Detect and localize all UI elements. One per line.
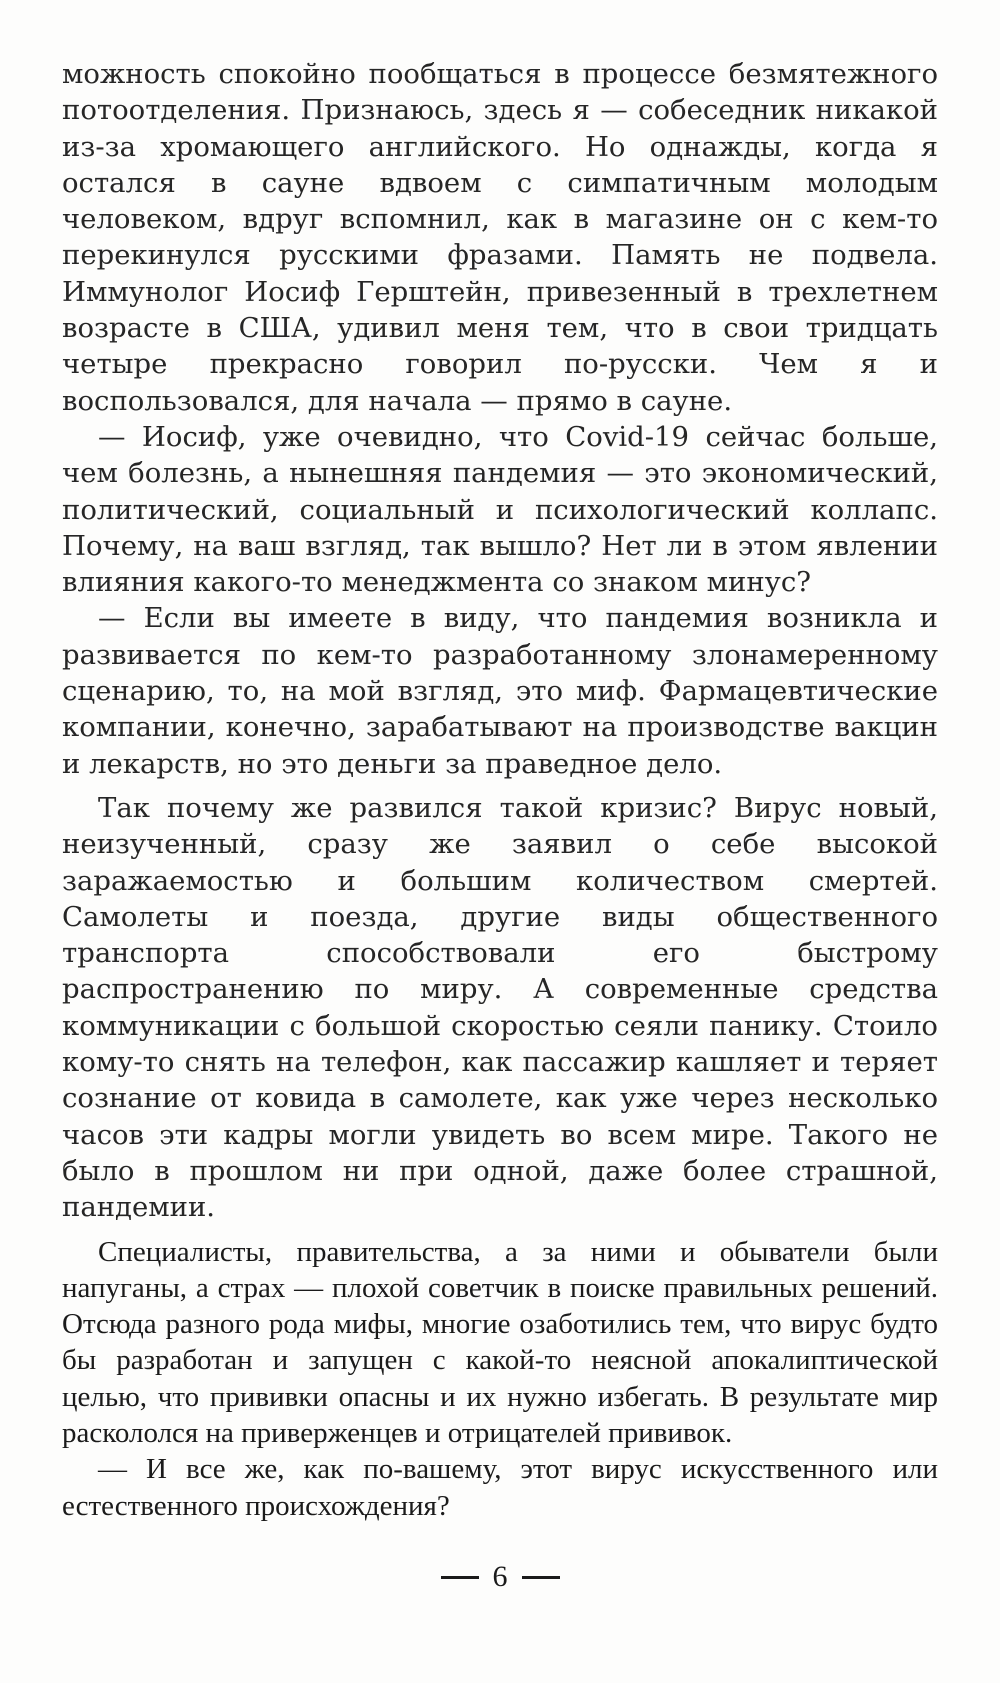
page-number: 6 <box>492 1560 508 1594</box>
paragraph-4: Так почему же развился такой кризис? Вирус новый, неизученный, сразу же заявил о себе высокой заражаемостью и большим количеством смертей. Самолеты и поезда, другие виды общественного транспорта способствовали его быстрому распространению по миру. А современные средства коммуникации с большой скоростью сеяли панику. Стоило кому-то снять на телефон, как пассажир кашляет и теряет сознание от ковида в самолете, как уже через несколько часов эти кадры могли увидеть во всем мире. Такого не было в прошлом ни при одной, даже более страшной, пандемии. <box>62 791 938 1224</box>
paragraph-5: Специалисты, правительства, а за ними и обыватели были напуганы, а страх — плохой советчик в поиске правильных решений. Отсюда разного рода мифы, многие озаботились тем, что вирус будто бы разработан и запущен с какой-то неясной апокалиптической целью, что прививки опасны и их нужно избегать. В результате мир раскололся на приверженцев и отрицателей прививок. <box>62 1235 938 1449</box>
paragraph-3: — Если вы имеете в виду, что пандемия возникла и развивается по кем-то разработанному злонамеренному сценарию, то, на мой взгляд, это миф. Фармацевтические компании, конечно, зарабатывают на производстве вакцин и лекарств, но это деньги за праведное дело. <box>62 602 938 780</box>
page-number-footer <box>0 1558 1000 1594</box>
body-text <box>62 56 938 1524</box>
paragraph-1: можность спокойно пообщаться в процессе безмятежного потоотделения. Признаюсь, здесь я — собеседник никакой из-за хромающего английского. Но однажды, когда я остался в сауне вдвоем с симпатичным молодым человеком, вдруг вспомнил, как в магазине он с кем-то перекинулся русскими фразами. Память не подвела. Иммунолог Иосиф Герштейн, привезенный в трехлетнем возрасте в США, удивил меня тем, что в свои тридцать четыре прекрасно говорил по-русски. Чем я и воспользовался, для начала — прямо в сауне. <box>62 58 938 417</box>
paragraph-2: — Иосиф, уже очевидно, что Covid-19 сейчас больше, чем болезнь, а нынешняя пандемия — это экономический, политический, социальный и психологический коллапс. Почему, на ваш взгляд, так вышло? Нет ли в этом явлении влияния какого-то менеджмента со знаком минус? <box>62 420 938 599</box>
folio-dash-left <box>441 1576 479 1579</box>
folio-dash-right <box>522 1576 560 1579</box>
paragraph-6: — И все же, как по-вашему, этот вирус искусственного или естественного происхождения? <box>62 1453 938 1522</box>
